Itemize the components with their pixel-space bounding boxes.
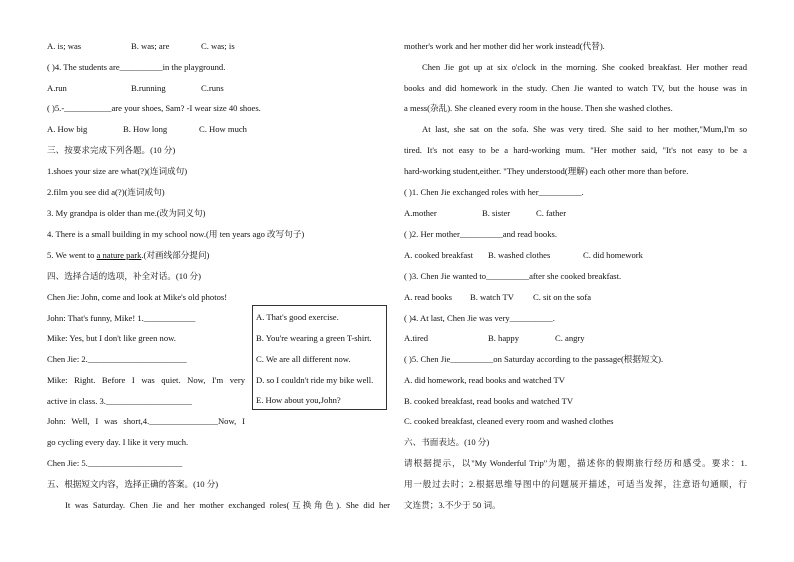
question-stem: ( )4. At last, Chen Jie was very__________. <box>404 313 555 323</box>
exercise-text: .(对画线部分提问) <box>141 250 210 260</box>
question-stem: ( )3. Chen Jie wanted to__________after she cooked breakfast. <box>404 271 622 281</box>
option: B. was; are <box>131 41 170 51</box>
q5-options <box>47 124 247 135</box>
option: B. cooked breakfast, read books and watched TV <box>404 396 574 406</box>
passage-line: Chen Jie got up at six o'clock in the morning. She cooked breakfast. Her mother read <box>422 62 747 72</box>
exercise-text: 5. We went to <box>47 250 97 260</box>
writing-prompt-line: 请根据提示，以"My Wonderful Trip"为题，描述你的假期旅行经历和感受。要求：1. <box>404 458 747 468</box>
option: B. sister <box>482 208 511 218</box>
option: B.running <box>131 83 166 93</box>
question-options <box>404 250 643 261</box>
options-box <box>252 305 387 410</box>
dialog-line: Mike: Yes, but I don't like green now. <box>47 333 176 343</box>
question-stem: ( )4. The students are__________in the playground. <box>47 62 226 72</box>
question-stem: ( )5. Chen Jie__________on Saturday according to the passage(根据短文). <box>404 354 664 364</box>
question-stem: ( )5.-___________are your shoes, Sam? -I wear size 40 shoes. <box>47 103 261 113</box>
box-option: A. That's good exercise. <box>256 312 339 322</box>
option: C. sit on the sofa <box>533 292 592 302</box>
option: C.runs <box>201 83 224 93</box>
option: A. is; was <box>47 41 82 51</box>
exercise-item: 3. My grandpa is older than me.(改为同义句) <box>47 208 206 218</box>
passage-line: hard-working student,either. "They understood(理解) each other more than before. <box>404 166 689 176</box>
passage-line: At last, she sat on the sofa. She was very tired. She said to her mother,"Mum,I'm so <box>422 124 747 134</box>
passage-line: books and did homework in the study. Chen Jie wanted to watch TV, but the house was in <box>404 83 747 93</box>
option: C. did homework <box>583 250 643 260</box>
exercise-item: 4. There is a small building in my school now.(用 ten years ago 改写句子) <box>47 229 305 239</box>
dialog-line: John: Well, I was short,4.________________Now, I <box>47 416 245 426</box>
question-stem: ( )1. Chen Jie exchanged roles with her__________. <box>404 187 584 197</box>
option: C. angry <box>555 333 585 343</box>
option: A. read books <box>404 292 452 302</box>
option: B. happy <box>488 333 520 343</box>
passage-line: It was Saturday. Chen Jie and her mother exchanged roles(互换角色). She did her <box>65 500 390 510</box>
q3-options <box>47 41 235 52</box>
dialog-line: Chen Jie: 2._______________________ <box>47 354 187 364</box>
box-option: B. You're wearing a green T-shirt. <box>256 333 372 343</box>
question-options <box>404 292 591 303</box>
dialog-line: Mike: Right. Before I was quiet. Now, I'm very <box>47 375 245 385</box>
option: A.tired <box>404 333 429 343</box>
option: A.run <box>47 83 67 93</box>
passage-line: a mess(杂乱). She cleaned every room in the house. Then she washed clothes. <box>404 103 673 113</box>
dialog-line: Chen Jie: John, come and look at Mike's old photos! <box>47 292 228 302</box>
section-title: 四、选择合适的选项，补全对话。(10 分) <box>47 271 201 281</box>
section-title: 六、书面表达。(10 分) <box>404 437 490 447</box>
dialog-line: active in class. 3.____________________ <box>47 396 192 406</box>
option: A. How big <box>47 124 88 134</box>
option: A.mother <box>404 208 437 218</box>
option: B. washed clothes <box>488 250 551 260</box>
writing-prompt-line: 文连贯；3.不少于 50 词。 <box>404 500 501 510</box>
box-option: E. How about you,John? <box>256 395 341 405</box>
section-title: 五、根据短文内容，选择正确的答案。(10 分) <box>47 479 219 489</box>
q4-options <box>47 83 224 94</box>
option: A. did homework, read books and watched TV <box>404 375 565 385</box>
option: A. cooked breakfast <box>404 250 473 260</box>
option: C. was; is <box>201 41 235 51</box>
option: C. cooked breakfast, cleaned every room and washed clothes <box>404 416 614 426</box>
exercise-item: 2.film you see did a(?)(连词成句) <box>47 187 165 197</box>
option: B. How long <box>123 124 168 134</box>
writing-prompt-line: 用一般过去时；2.根据思维导图中的问题展开描述，可适当发挥，注意语句通顺，行 <box>404 479 747 489</box>
question-options <box>404 208 566 219</box>
question-stem: ( )2. Her mother__________and read books. <box>404 229 557 239</box>
underlined-phrase: a nature park <box>96 250 142 260</box>
option: B. watch TV <box>470 292 514 302</box>
box-option: D. so I couldn't ride my bike well. <box>256 375 374 385</box>
dialog-line: Chen Jie: 5.______________________ <box>47 458 183 468</box>
dialog-line: go cycling every day. I like it very much. <box>47 437 189 447</box>
option: C. father <box>536 208 567 218</box>
exercise-item <box>47 250 209 261</box>
box-option: C. We are all different now. <box>256 354 351 364</box>
question-options <box>404 333 585 344</box>
passage-line: tired. It's not easy to be a hard-working mum. "Her mother said, "It's not easy to be a <box>404 145 747 155</box>
dialog-line: John: That's funny, Mike! 1.____________ <box>47 313 196 323</box>
section-title: 三、按要求完成下列各题。(10 分) <box>47 145 176 155</box>
option: C. How much <box>199 124 247 134</box>
passage-line: mother's work and her mother did her work instead(代替). <box>404 41 605 51</box>
exercise-item: 1.shoes your size are what(?)(连词成句) <box>47 166 188 176</box>
